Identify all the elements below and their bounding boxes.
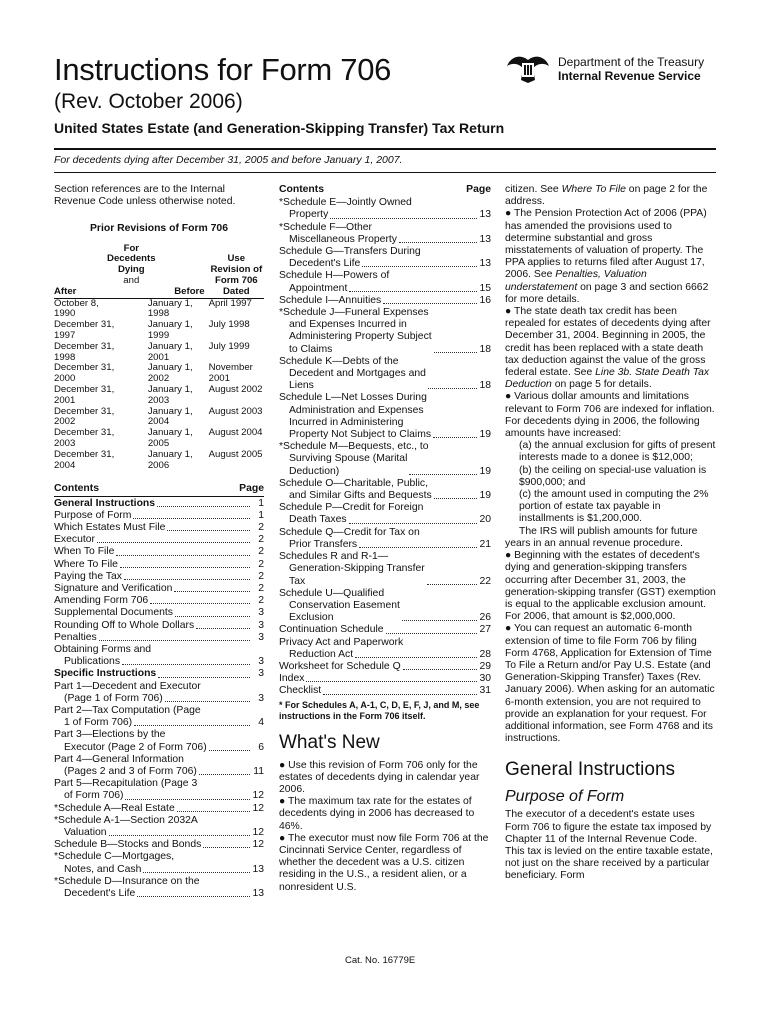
amount-c: (c) the amount used in computing the 2% portion of estate tax payable in installments is $1,200,000. — [519, 489, 709, 525]
toc-entry[interactable] — [279, 600, 491, 624]
schedules-note: * For Schedules A, A-1, C, D, E, F, J, and M, see instructions in the Form 706 itself. — [279, 699, 480, 721]
toc-leader-dots — [137, 896, 250, 897]
for-decedents-header — [54, 244, 209, 287]
document-subtitle: United States Estate (and Generation-Skipping Transfer) Tax Return — [54, 120, 505, 136]
toc-entry[interactable] — [279, 563, 491, 587]
prior-revision-after: December 31, 1998 — [54, 340, 115, 363]
applicability-note: For decedents dying after December 31, 2005 and before January 1, 2007. — [54, 154, 403, 166]
whats-new-text: Use this revision of Form 706 only for the estates of decedents dying in calendar year 2006. — [279, 759, 480, 795]
toc-entry[interactable] — [279, 258, 491, 270]
toc-entry-text: Death Taxes — [289, 514, 347, 526]
prior-revision-dated: August 2005 — [208, 448, 263, 460]
toc-page-number: 20 — [479, 514, 491, 526]
toc-entry-text: (Page 1 of Form 706) — [64, 692, 163, 704]
toc-leader-dots — [125, 799, 250, 800]
toc-leader-dots — [116, 555, 250, 556]
prior-revision-before: January 1, 1998 — [147, 297, 193, 320]
toc-entry-text: Publications — [64, 656, 121, 668]
toc-entry-label: Obtaining Forms and — [54, 643, 152, 655]
agency-name: Internal Revenue Service — [558, 69, 701, 83]
toc-page-number: 29 — [479, 660, 491, 672]
toc-entry-label: Schedule H—Powers of — [279, 270, 390, 282]
toc-leader-dots — [402, 620, 477, 621]
prior-revision-row — [54, 407, 264, 429]
toc-entry[interactable] — [279, 319, 491, 356]
toc-leader-dots — [386, 633, 477, 634]
bullet-extension: ● You can request an automatic 6-month extension of time to file Form 706 by filing Form 4768, Application for Extension of Time To File a Return and/or Pay U.S. Estate (and Generation-Skipping Transfer) Taxes (Rev. January 2006). When asking for an automatic 6-month extension, you are not required to provide an explanation for your request. For additional information, see Form 4768 and its instructions. — [505, 623, 715, 745]
toc-page-number: 13 — [479, 209, 491, 221]
irs-publish-text: The IRS will publish amounts for future years in an annual revenue procedure. — [505, 525, 698, 549]
toc-entry[interactable] — [54, 559, 264, 571]
document-title: Instructions for Form 706 — [54, 52, 392, 87]
toc-page-number: 28 — [479, 648, 491, 660]
text: on page 5 for details. — [554, 379, 652, 391]
toc-entry[interactable] — [54, 742, 264, 754]
toc-entry-text: Amending Form 706 — [54, 595, 149, 607]
toc-entry-text: Generation-Skipping Transfer Tax — [289, 563, 425, 587]
prior-revision-dated: August 2004 — [208, 427, 263, 439]
text: on page 3 and section 6662 for more details. — [505, 281, 709, 305]
line-3b-ref: Line 3b. State Death Tax Deduction — [505, 367, 710, 391]
prior-revision-dated: April 1997 — [208, 297, 252, 309]
column-1 — [54, 184, 264, 900]
prior-revision-dated: August 2003 — [208, 405, 263, 417]
toc-page-number: 6 — [258, 741, 264, 753]
toc-entry-text: Miscellaneous Property — [289, 233, 397, 245]
prior-revision-after: December 31, 2004 — [54, 448, 115, 471]
prior-revision-row — [54, 450, 264, 472]
prior-revision-row — [54, 342, 264, 364]
toc-entry-text: Decedent's Life — [289, 258, 361, 270]
toc-entry-label: *Schedule J—Funeral Expenses — [279, 307, 429, 319]
toc-entry-text: Decedent and Mortgages and Liens — [289, 368, 426, 392]
intro-text: Section references are to the Internal Revenue Code unless otherwise noted. — [54, 184, 236, 208]
whats-new-list — [279, 760, 491, 894]
toc-entry-text: Reduction Act — [289, 648, 354, 660]
applicability-divider — [54, 172, 716, 173]
toc-entry[interactable] — [54, 790, 264, 802]
toc-page-number: 3 — [258, 656, 264, 668]
toc-page-number: 2 — [258, 595, 264, 607]
prior-revision-row — [54, 428, 264, 450]
contents-header — [54, 483, 264, 496]
revision-date: (Rev. October 2006) — [54, 90, 243, 113]
toc-page-number: 3 — [258, 692, 264, 704]
toc-entry[interactable] — [54, 656, 264, 668]
toc-entry[interactable] — [54, 693, 264, 705]
toc-entry-text: Schedule I—Annuities — [279, 294, 382, 306]
prior-revisions-title: Prior Revisions of Form 706 — [89, 223, 228, 235]
toc-entry-text: *Schedule A—Real Estate — [54, 802, 175, 814]
toc-entry[interactable] — [54, 766, 264, 778]
text: The Pension Protection Act of 2006 (PPA) has amended the provisions used to determine substantial and gross misstatements of valuation of property. The PPA applies to returns filed after August 17, 2006. See — [505, 208, 707, 281]
toc-page-number: 2 — [258, 570, 264, 582]
toc-leader-dots — [349, 291, 477, 292]
contents-list-continued — [279, 197, 491, 697]
prior-revision-before: January 1, 1999 — [147, 319, 193, 341]
amount-b: (b) the ceiling on special-use valuation is $900,000; and — [519, 464, 707, 488]
prior-revision-dated: August 2002 — [208, 383, 263, 395]
toc-leader-dots — [196, 628, 250, 629]
toc-entry[interactable] — [279, 453, 491, 477]
toc-entry-text: When To File — [54, 546, 115, 558]
toc-page-number: 18 — [479, 380, 491, 392]
toc-entry-text: Decedent's Life — [64, 888, 136, 900]
for-decedents-label: For Decedents Dying — [107, 242, 156, 276]
toc-leader-dots — [199, 774, 250, 775]
bullet-state-death-tax: ● The state death tax credit has been repealed for estates of decedents dying after December 31, 2004. Beginning in 2005, the credit has been replaced with a state death tax deduction against the value of the gross federal estate. See Line 3b. State Death Tax Deduction on page 5 for details. — [505, 306, 711, 391]
toc-page-number: 31 — [479, 685, 491, 697]
toc-entry-label: *Schedule D—Insurance on the — [54, 875, 200, 887]
toc-leader-dots — [433, 437, 477, 438]
prior-revision-after: December 31, 2001 — [54, 383, 115, 406]
toc-leader-dots — [165, 701, 250, 702]
text: You can request an automatic 6-month extension of time to file Form 706 by filing Form 4768, Application for Extension of Time To File a Return and/or Pay U.S. Estate (and Generation-Skipping Transfer) Taxes (Rev. January 2006). When asking for an automatic 6-month extension, you are not required to provide an explanation for your request. For additional information, see Form 4768 and its instructions. — [505, 623, 715, 745]
toc-page-number: 12 — [252, 827, 264, 839]
toc-entry[interactable] — [279, 234, 491, 246]
where-to-file-ref: Where To File — [561, 184, 626, 195]
contents-label: Contents — [279, 184, 325, 195]
prior-revision-before: January 1, 2001 — [147, 340, 193, 363]
toc-page-number: 1 — [258, 497, 264, 509]
toc-entry[interactable] — [54, 510, 264, 522]
toc-page-number: 2 — [258, 558, 264, 570]
toc-entry-label: Schedules R and R-1— — [279, 551, 389, 563]
toc-entry-text: (Pages 2 and 3 of Form 706) — [64, 766, 197, 778]
toc-page-number: 21 — [479, 538, 491, 550]
toc-entry-label: Schedule P—Credit for Foreign — [279, 502, 424, 514]
toc-entry-label: Part 5—Recapitulation (Page 3 — [54, 778, 198, 790]
toc-entry-label: *Schedule C—Mortgages, — [54, 851, 175, 863]
prior-revision-after: October 8, 1990 — [54, 297, 99, 320]
toc-leader-dots — [175, 616, 250, 617]
toc-entry-text: of Form 706) — [64, 790, 124, 802]
toc-page-number: 1 — [258, 509, 264, 521]
toc-entry-text: Paying the Tax — [54, 570, 122, 582]
toc-page-number: 12 — [252, 839, 264, 851]
toc-entry-text: 1 of Form 706) — [64, 717, 133, 729]
toc-entry-label: Schedule L—Net Losses During — [279, 392, 427, 404]
toc-entry[interactable] — [279, 624, 491, 636]
whats-new-item: ● The executor must now file Form 706 at the Cincinnati Service Center, regardless of whether the decedent was a U.S. citizen residing in the U.S., a resident alien, or a nonresident U.S. — [279, 832, 489, 893]
toc-entry-text: and Similar Gifts and Bequests — [289, 490, 432, 502]
prior-revision-dated: July 1998 — [208, 319, 250, 331]
toc-entry-text: Supplemental Documents — [54, 607, 173, 619]
general-instructions-heading: General Instructions — [505, 759, 676, 781]
use-revision-header: Use Revision of Form 706 Dated — [209, 244, 264, 298]
toc-entry[interactable] — [54, 717, 264, 729]
toc-leader-dots — [99, 640, 250, 641]
prior-revision-after: December 31, 2002 — [54, 405, 115, 428]
column-3 — [505, 184, 717, 883]
toc-leader-dots — [209, 750, 250, 751]
toc-entry-label: Part 3—Elections by the — [54, 729, 166, 741]
toc-leader-dots — [362, 266, 477, 267]
toc-entry[interactable] — [279, 673, 491, 685]
toc-entry[interactable] — [279, 209, 491, 221]
toc-leader-dots — [403, 669, 477, 670]
column-2 — [279, 184, 491, 894]
toc-entry[interactable] — [54, 546, 264, 558]
toc-page-number: 4 — [258, 717, 264, 729]
prior-revision-after: December 31, 1997 — [54, 319, 115, 341]
bullet-gst: ● Beginning with the estates of decedent's dying and generation-skipping transfers occurring after December 31, 2003, the generation-skipping transfer (GST) exemption is equal to the applicable exclusion amount. For 2006, that amount is $2,000,000. — [505, 550, 716, 623]
prior-revision-dated: July 1999 — [208, 340, 250, 352]
prior-revision-row — [54, 320, 264, 342]
toc-entry-text: Signature and Verification — [54, 582, 173, 594]
prior-revision-row — [54, 298, 264, 320]
toc-page-number: 19 — [479, 429, 491, 441]
whats-new-text: The maximum tax rate for the estates of decedents dying in 2006 has decreased to 46%. — [279, 796, 475, 832]
toc-leader-dots — [150, 603, 250, 604]
prior-revision-before: January 1, 2006 — [147, 448, 193, 471]
toc-entry-text: Schedule B—Stocks and Bonds — [54, 839, 202, 851]
toc-entry[interactable] — [54, 522, 264, 534]
and-label: and — [123, 275, 140, 286]
toc-entry-text: Conservation Easement Exclusion — [289, 599, 400, 624]
toc-entry-label: Schedule K—Debts of the — [279, 355, 399, 367]
toc-entry-label: *Schedule M—Bequests, etc., to — [279, 441, 429, 453]
toc-leader-dots — [383, 303, 477, 304]
toc-entry-text: Where To File — [54, 558, 118, 570]
toc-entry[interactable] — [279, 685, 491, 697]
toc-page-number: 13 — [479, 258, 491, 270]
text: The state death tax credit has been repealed for estates of decedents dying after December 31, 2004. Beginning in 2005, the credit has been replaced with a state death tax deduction against the value of the gross federal estate. See — [505, 306, 711, 379]
toc-page-number: 2 — [258, 534, 264, 546]
toc-leader-dots — [349, 523, 477, 524]
toc-entry-text: Specific Instructions — [54, 668, 157, 680]
toc-entry-text: Prior Transfers — [289, 538, 358, 550]
toc-entry-label: *Schedule F—Other — [279, 221, 372, 233]
toc-page-number: 15 — [479, 282, 491, 294]
toc-page-number: 12 — [252, 790, 264, 802]
purpose-of-form-text: The executor of a decedent's estate uses Form 706 to figure the estate tax imposed by Chapter 11 of the Internal Revenue Code. This tax is levied on the entire taxable estate, not just on the share received by a particular beneficiary. Form — [505, 809, 713, 882]
whats-new-item: ● Use this revision of Form 706 only for the estates of decedents dying in calendar year 2006. — [279, 759, 480, 795]
toc-entry[interactable] — [279, 539, 491, 551]
toc-leader-dots — [133, 518, 250, 519]
prior-revision-after: December 31, 2003 — [54, 427, 115, 449]
toc-leader-dots — [323, 694, 477, 695]
bullet-ppa: ● The Pension Protection Act of 2006 (PPA) has amended the provisions used to determine substantial and gross misstatements of valuation of property. The PPA applies to returns filed after August 17, 2006. See Penalties, Valuation understatement on page 3 and section 6662 for more details. — [505, 208, 709, 305]
toc-entry-label: Schedule G—Transfers During — [279, 246, 421, 258]
toc-entry[interactable] — [54, 571, 264, 583]
toc-entry-text: Appointment — [289, 282, 348, 294]
toc-page-number: 18 — [479, 343, 491, 355]
page-label: Page — [466, 184, 491, 195]
treasury-eagle-logo-icon — [505, 52, 551, 84]
toc-leader-dots — [399, 242, 477, 243]
toc-leader-dots — [134, 725, 250, 726]
toc-leader-dots — [97, 542, 250, 543]
prior-revisions-table — [54, 244, 264, 472]
toc-page-number: 3 — [258, 619, 264, 631]
toc-entry-text: Penalties — [54, 631, 97, 643]
toc-entry[interactable] — [279, 661, 491, 673]
toc-page-number: 2 — [258, 546, 264, 558]
prior-revision-after: December 31, 2000 — [54, 362, 115, 385]
whats-new-item: ● The maximum tax rate for the estates of decedents dying in 2006 has decreased to 46%. — [279, 796, 475, 832]
amount-a: (a) the annual exclusion for gifts of present interests made to a donee is $12,000; — [519, 440, 716, 464]
toc-leader-dots — [355, 657, 477, 658]
toc-leader-dots — [203, 847, 250, 848]
toc-leader-dots — [434, 498, 477, 499]
toc-leader-dots — [109, 835, 250, 836]
toc-entry-text: Property — [289, 209, 329, 221]
toc-entry-text: Executor (Page 2 of Form 706) — [64, 741, 207, 753]
toc-entry[interactable] — [54, 607, 264, 619]
bullet-inflation: ● Various dollar amounts and limitations relevant to Form 706 are indexed for inflation. For decedents dying in 2006, the following amounts have increased: — [505, 391, 715, 440]
toc-entry-text: Rounding Off to Whole Dollars — [54, 619, 195, 631]
toc-leader-dots — [306, 681, 477, 682]
toc-entry-text: Surviving Spouse (Marital Deduction) — [289, 453, 408, 477]
toc-page-number: 2 — [258, 582, 264, 594]
department-name: Department of the Treasury — [558, 55, 705, 69]
toc-page-number: 19 — [479, 490, 491, 502]
toc-entry[interactable] — [279, 490, 491, 502]
toc-entry-label: Schedule U—Qualified — [279, 587, 385, 599]
toc-leader-dots — [174, 591, 250, 592]
toc-page-number: 13 — [252, 888, 264, 900]
toc-page-number: 11 — [253, 766, 264, 778]
toc-entry-label: Part 4—General Information — [54, 753, 184, 765]
toc-entry[interactable] — [54, 839, 264, 851]
toc-entry[interactable] — [54, 827, 264, 839]
toc-entry-label: Part 1—Decedent and Executor — [54, 680, 201, 692]
prior-revision-row — [54, 385, 264, 407]
toc-entry-label: Part 2—Tax Computation (Page — [54, 705, 201, 716]
toc-leader-dots — [409, 474, 477, 475]
prior-revision-before: January 1, 2002 — [147, 362, 193, 385]
toc-page-number: 3 — [258, 631, 264, 643]
after-header: After — [54, 287, 118, 298]
text: Various dollar amounts and limitations relevant to Form 706 are indexed for inflation. For decedents dying in 2006, the following amounts have increased: — [505, 391, 715, 440]
whats-new-text: The executor must now file Form 706 at the Cincinnati Service Center, regardless of whether the decedent was a U.S. citizen residing in the U.S., a resident alien, or a nonresident U.S. — [279, 832, 489, 893]
toc-entry[interactable] — [279, 283, 491, 295]
toc-entry[interactable] — [279, 649, 491, 661]
toc-leader-dots — [427, 584, 477, 585]
prior-revision-dated: November 2001 — [208, 362, 253, 385]
toc-entry[interactable] — [54, 620, 264, 632]
toc-entry[interactable] — [54, 498, 264, 510]
toc-page-number: 13 — [479, 233, 491, 245]
toc-entry-text: Checklist — [279, 685, 322, 697]
prior-revision-before: January 1, 2005 — [147, 427, 193, 449]
whats-new-heading: What's New — [279, 731, 380, 753]
toc-page-number: 26 — [479, 612, 491, 624]
contents-header — [279, 184, 491, 196]
toc-entry-label: Schedule O—Charitable, Public, — [279, 477, 429, 489]
toc-entry-label: Privacy Act and Paperwork — [279, 636, 404, 648]
toc-leader-dots — [143, 872, 250, 873]
toc-leader-dots — [120, 567, 250, 568]
toc-leader-dots — [177, 811, 250, 812]
toc-entry-text: Worksheet for Schedule Q — [279, 660, 401, 672]
prior-revision-before: January 1, 2004 — [147, 405, 193, 428]
toc-leader-dots — [359, 547, 477, 548]
before-header: Before — [118, 287, 209, 298]
text: on page 2 for the address. — [505, 184, 708, 208]
contents-list — [54, 498, 264, 901]
toc-entry[interactable] — [54, 864, 264, 876]
toc-entry[interactable] — [54, 595, 264, 607]
page-label: Page — [239, 483, 264, 495]
catalog-number: Cat. No. 16779E — [345, 955, 416, 966]
toc-leader-dots — [330, 218, 477, 219]
text: Beginning with the estates of decedent's dying and generation-skipping transfers occurring after December 31, 2003, the generation-skipping transfer (GST) exemption is equal to the applicable exclusion amount. For 2006, that amount is $2,000,000. — [505, 550, 716, 623]
toc-entry-text: Which Estates Must File — [54, 521, 166, 533]
text: citizen. See — [505, 184, 559, 195]
toc-entry[interactable] — [279, 514, 491, 526]
toc-leader-dots — [158, 677, 250, 678]
toc-entry[interactable] — [279, 368, 491, 392]
toc-leader-dots — [428, 388, 477, 389]
toc-entry[interactable] — [54, 888, 264, 900]
toc-page-number: 19 — [479, 465, 491, 477]
purpose-of-form-heading: Purpose of Form — [505, 788, 625, 806]
toc-leader-dots — [124, 579, 250, 580]
header-divider — [54, 148, 716, 150]
toc-page-number: 3 — [258, 607, 264, 619]
toc-entry-label: *Schedule A-1—Section 2032A — [54, 814, 198, 826]
where-to-file-paragraph — [505, 184, 717, 208]
toc-leader-dots — [122, 664, 250, 665]
penalties-ref: Penalties, Valuation understatement — [505, 269, 647, 293]
toc-page-number: 13 — [252, 863, 264, 875]
toc-leader-dots — [157, 506, 250, 507]
toc-entry[interactable] — [54, 534, 264, 546]
toc-entry-text: Valuation — [64, 827, 107, 839]
toc-entry-text: Index — [279, 673, 305, 685]
toc-entry-label: Schedule Q—Credit for Tax on — [279, 526, 420, 538]
toc-entry-text: Executor — [54, 534, 96, 546]
toc-page-number: 3 — [258, 668, 264, 680]
toc-page-number: 27 — [479, 624, 491, 636]
toc-entry-text: General Instructions — [54, 497, 156, 509]
prior-revision-before: January 1, 2003 — [147, 383, 193, 406]
toc-page-number: 30 — [479, 673, 491, 685]
prior-revision-row — [54, 363, 264, 385]
contents-label: Contents — [54, 483, 100, 495]
toc-entry[interactable] — [54, 632, 264, 644]
toc-page-number: 16 — [479, 294, 491, 306]
toc-entry[interactable] — [54, 668, 264, 680]
toc-entry-label: *Schedule E—Jointly Owned — [279, 197, 412, 209]
toc-entry-text: and Expenses Incurred in Administering Property Subject to Claims — [289, 319, 432, 355]
toc-page-number: 2 — [258, 521, 264, 533]
toc-entry-text: Continuation Schedule — [279, 624, 384, 636]
toc-page-number: 12 — [252, 802, 264, 814]
toc-entry[interactable] — [54, 583, 264, 595]
toc-page-number: 22 — [479, 575, 491, 587]
toc-leader-dots — [167, 530, 250, 531]
toc-entry-text: Administration and Expenses Incurred in Administering Property Not Subject to Claims — [289, 404, 432, 441]
toc-entry-text: Purpose of Form — [54, 509, 132, 521]
toc-leader-dots — [434, 352, 477, 353]
toc-entry-text: Notes, and Cash — [64, 863, 142, 875]
toc-entry[interactable] — [279, 405, 491, 442]
toc-entry[interactable] — [54, 803, 264, 815]
toc-entry[interactable] — [279, 295, 491, 307]
